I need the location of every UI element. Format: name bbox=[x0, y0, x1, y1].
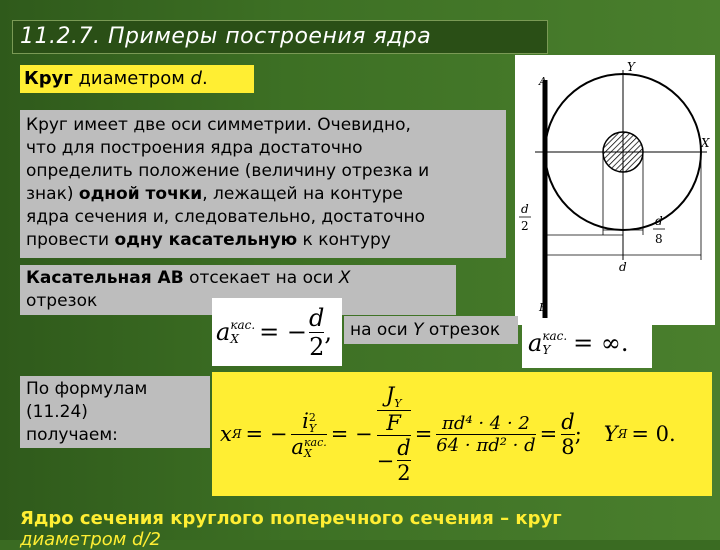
subtitle-end: . bbox=[201, 68, 208, 89]
cross-section-diagram bbox=[515, 55, 715, 325]
paragraph-line: Круг имеет две оси симметрии. Очевидно, bbox=[26, 115, 411, 135]
label-d: d bbox=[619, 260, 627, 274]
paragraph-line: что для построения ядра достаточно bbox=[26, 138, 363, 158]
label-b: B bbox=[539, 301, 548, 314]
label-x: X bbox=[701, 136, 710, 150]
paragraph-line: ядра сечения и, следовательно, достаточно bbox=[26, 207, 426, 227]
description-paragraph bbox=[20, 110, 506, 258]
core-circle bbox=[603, 132, 643, 172]
label-y: Y bbox=[627, 60, 635, 74]
label-d2-den: 2 bbox=[521, 219, 529, 233]
on-axis-y-text: на оси Y отрезок bbox=[344, 316, 518, 344]
subtitle-box bbox=[20, 65, 254, 93]
formula-a-y: a кас. Y = ∞. bbox=[522, 318, 652, 368]
slide-title: 11.2.7. Примеры построения ядра bbox=[20, 24, 432, 49]
label-a: A bbox=[539, 75, 547, 88]
subtitle-var: d bbox=[190, 68, 202, 89]
formula-a-x: a кас. X = − $\frac{d}{2}$ , bbox=[212, 298, 342, 366]
diagram-svg bbox=[515, 55, 715, 325]
label-d8-den: 8 bbox=[655, 232, 663, 246]
paragraph-line: знак) одной точки, лежащей на контуре bbox=[26, 184, 403, 204]
paragraph-line: определить положение (величину отрезка и bbox=[26, 161, 430, 181]
by-formulas-text: По формулам (11.24) получаем: bbox=[20, 376, 210, 448]
tangent-line1: Касательная AB отсекает на оси X bbox=[26, 268, 351, 288]
subtitle-bold: Круг bbox=[24, 68, 73, 89]
label-d2-num: d bbox=[521, 202, 529, 216]
conclusion-text: Ядро сечения круглого поперечного сечения – круг bbox=[20, 508, 562, 529]
conclusion-text-cut: диаметром d/2 bbox=[20, 529, 161, 550]
paragraph-line: провести одну касательную к контуру bbox=[26, 230, 391, 250]
tangent-line2: отрезок bbox=[26, 291, 98, 311]
core-formula: x Я = − i 2 Y a кас. X = − $J_Y$ F − $\frac{d}{2}$ = $\frac{\text{πd⁴ · 4 · 2}}{\text{64 · πd² · d}}$ = $\frac{d}{8}$ ; Y Я = 0. bbox=[212, 372, 712, 496]
subtitle-text: диаметром bbox=[72, 68, 191, 89]
label-d8-num: d bbox=[655, 214, 663, 228]
